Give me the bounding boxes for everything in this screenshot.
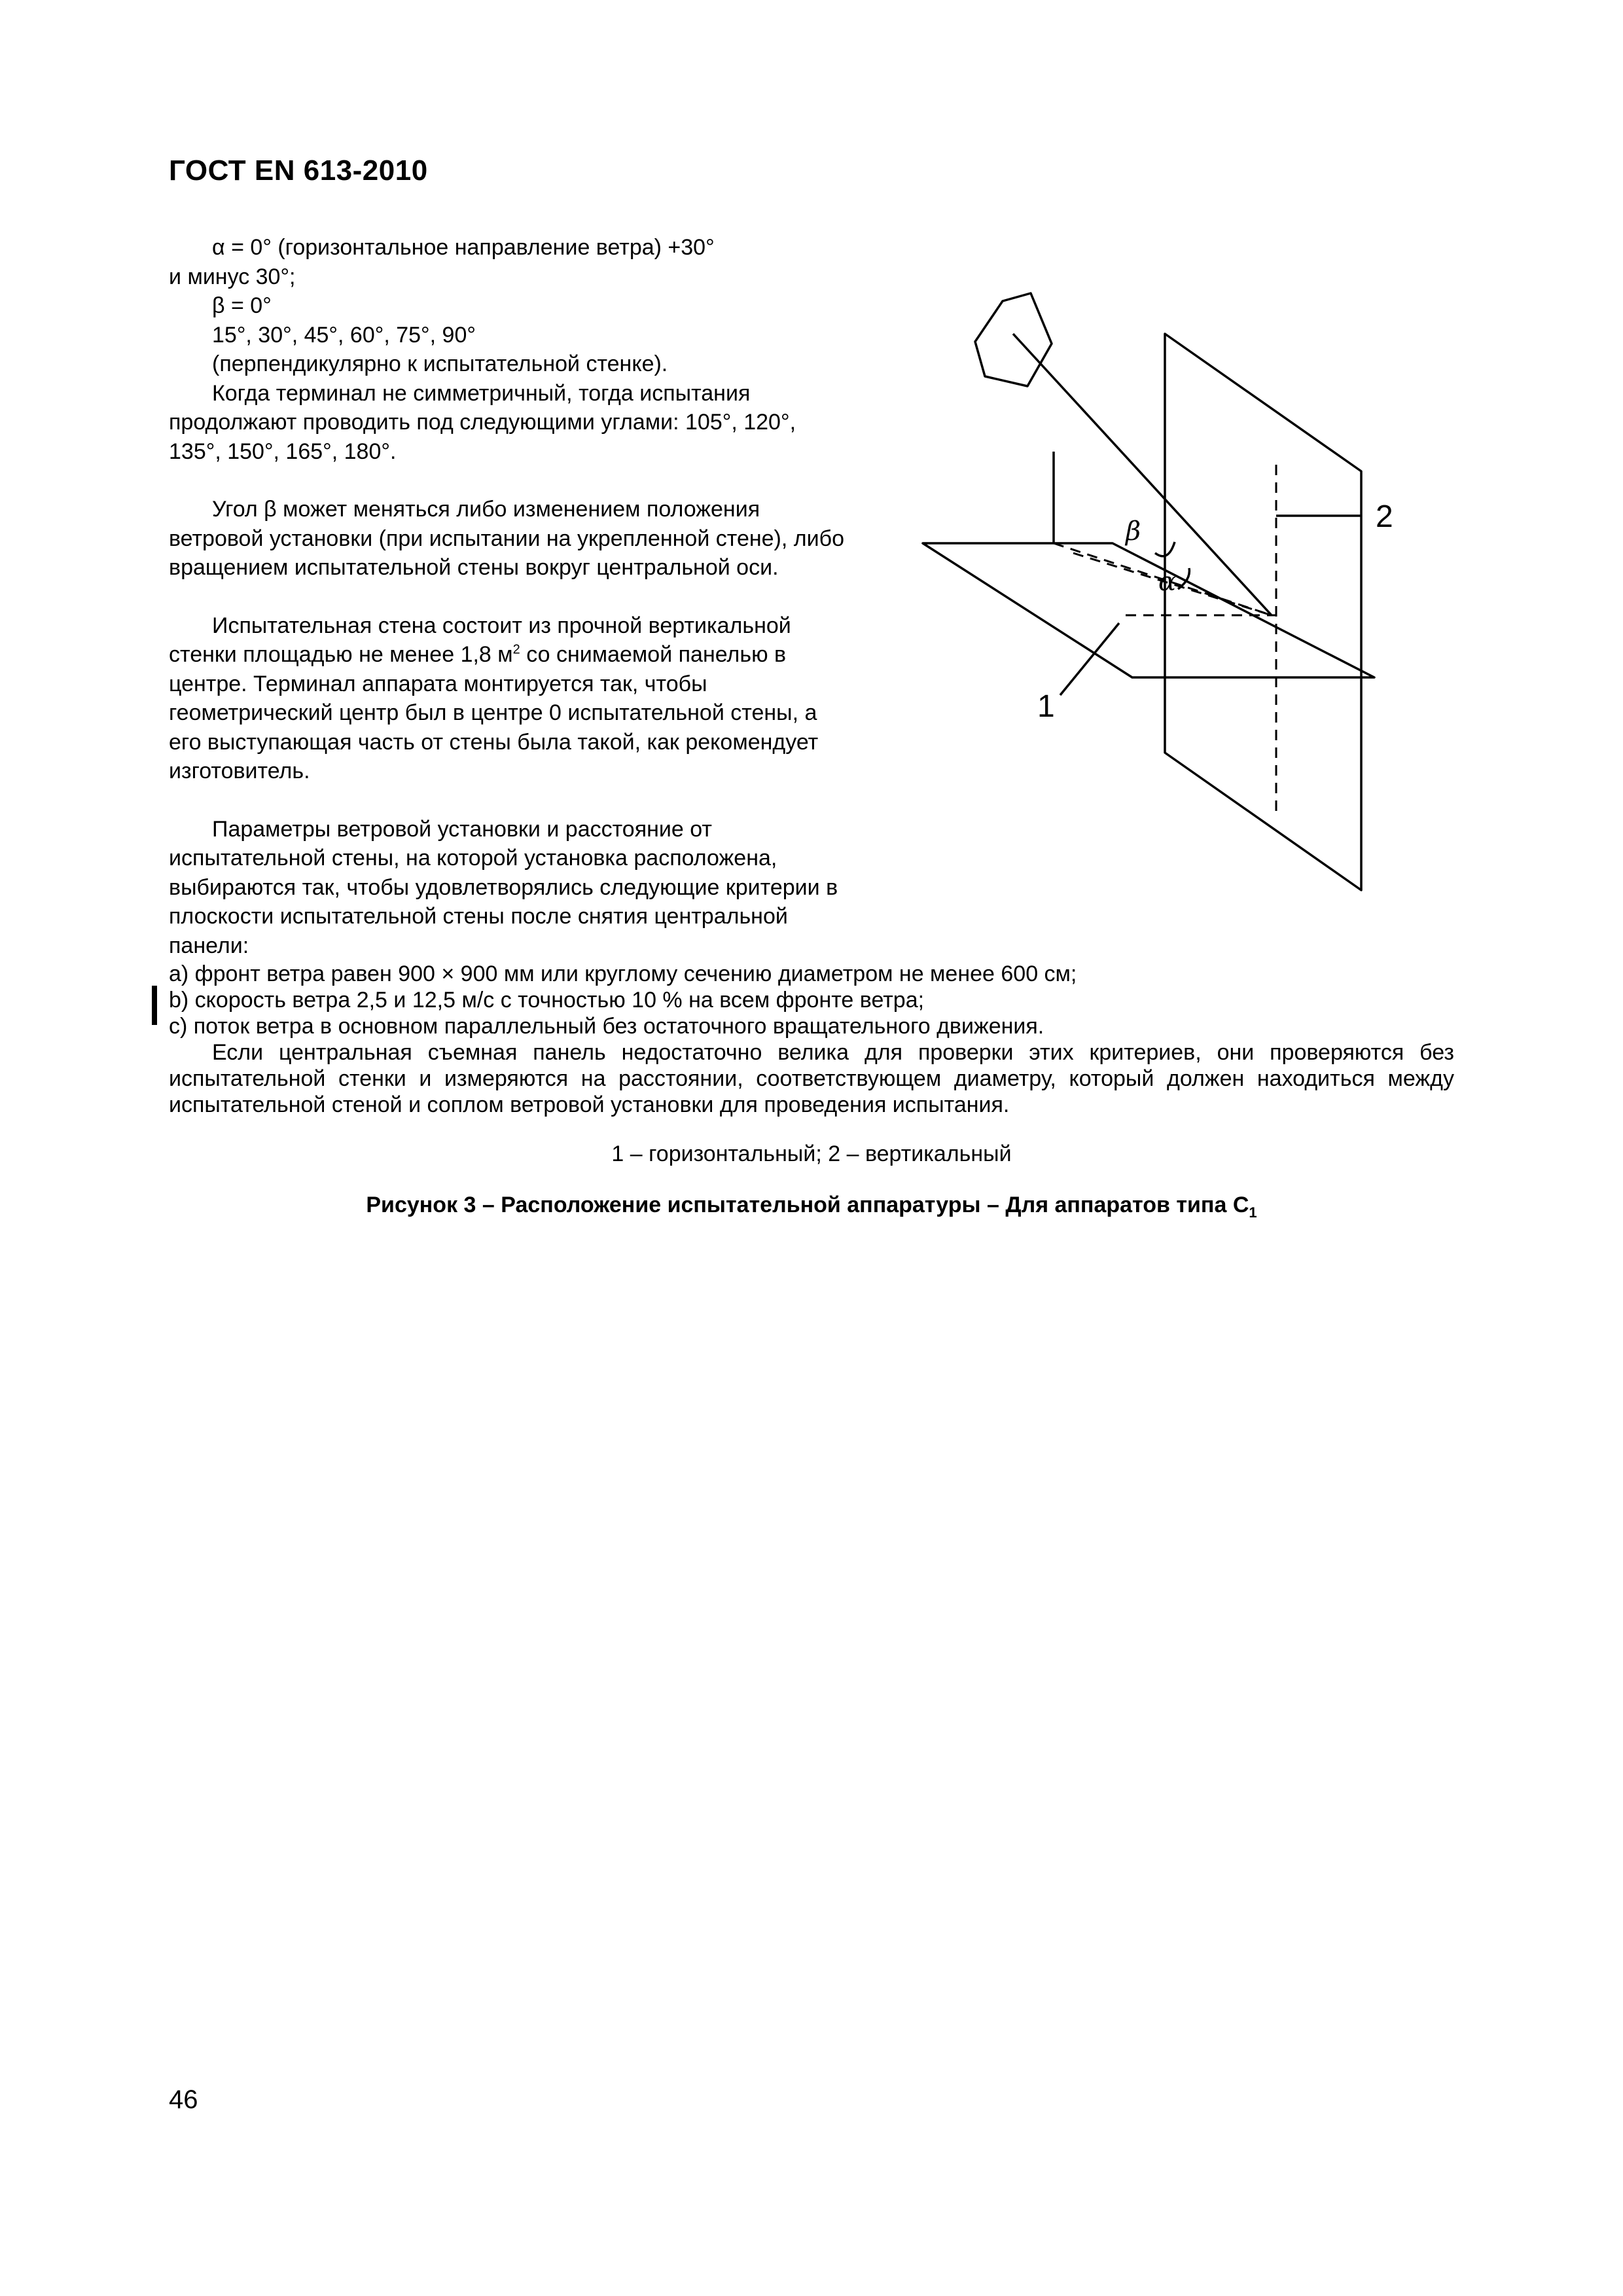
figure-3-diagram	[903, 288, 1414, 900]
full-width-text	[169, 961, 1454, 1118]
wind-nozzle	[975, 293, 1052, 386]
angles-line: 15°, 30°, 45°, 60°, 75°, 90°	[212, 322, 476, 348]
label-alpha: α	[1158, 567, 1177, 597]
criterion-c: с) поток ветра в основном параллельный без остаточного вращательного движения.	[169, 1014, 1044, 1039]
alpha-line: α = 0° (горизонтальное направление ветра) +30°	[212, 235, 715, 260]
alpha-line-2: и минус 30°;	[169, 264, 296, 289]
label-1: 1	[1037, 689, 1055, 724]
asymmetric-terminal-paragraph: Когда терминал не симметричный, тогда испытания продолжают проводить под следующими углами: 105°, 120°, 135°, 150°, 165°, 180°.	[169, 380, 796, 464]
criterion-b: b) скорость ветра 2,5 и 12,5 м/с с точностью 10 % на всем фронте ветра;	[169, 988, 925, 1013]
test-wall-paragraph	[169, 611, 849, 786]
wind-parameters-paragraph: Параметры ветровой установки и расстояние от испытательной стены, на которой установка расположена, выбираются так, чтобы удовлетворялись следующие критерии в плоскости испытательной стены после снятия центральной панели:	[169, 816, 838, 958]
beta-angle-paragraph: Угол β может меняться либо изменением положения ветровой установки (при испытании на укрепленной стене), либо вращением испытательной стены вокруг центральной оси.	[169, 497, 844, 580]
left-column-text	[169, 233, 849, 960]
test-wall-text-2: со снимаемой панелью в центре. Терминал аппарата монтируется так, чтобы геометрический центр был в центре 0 испытательной стены, а его выступающая часть от стены была такой, как рекомендует изготовитель.	[169, 642, 819, 783]
final-paragraph: Если центральная съемная панель недостаточно велика для проверки этих критериев, они проверяются без испытательной стенки и измеряются на расстоянии, соответствующем диаметру, который должен находиться между испытательной стеной и соплом ветровой установки для проведения испытания.	[169, 1040, 1454, 1117]
perpendicular-line: (перпендикулярно к испытательной стенке).	[212, 351, 668, 376]
beta-line: β = 0°	[212, 293, 272, 318]
figure-caption-text: Рисунок 3 – Расположение испытательной аппаратуры – Для аппаратов типа С	[366, 1193, 1249, 1217]
figure-caption	[169, 1193, 1454, 1221]
leader-line-1	[1060, 623, 1119, 695]
label-2: 2	[1376, 499, 1393, 534]
figure-legend: 1 – горизонтальный; 2 – вертикальный	[611, 1141, 1012, 1166]
figure-caption-subscript: 1	[1249, 1204, 1257, 1221]
page-number: 46	[169, 2085, 198, 2114]
superscript-2: 2	[512, 642, 520, 657]
document-header: ГОСТ EN 613-2010	[169, 154, 428, 187]
criterion-a: а) фронт ветра равен 900 × 900 мм или круглому сечению диаметром не менее 600 см;	[169, 961, 1077, 986]
label-beta: β	[1126, 516, 1141, 547]
horizontal-plane	[923, 543, 1374, 677]
test-wall-text-1: Испытательная стена состоит из прочной вертикальной стенки площадью не менее 1,8 м	[169, 613, 791, 667]
revision-change-bar	[152, 986, 157, 1025]
